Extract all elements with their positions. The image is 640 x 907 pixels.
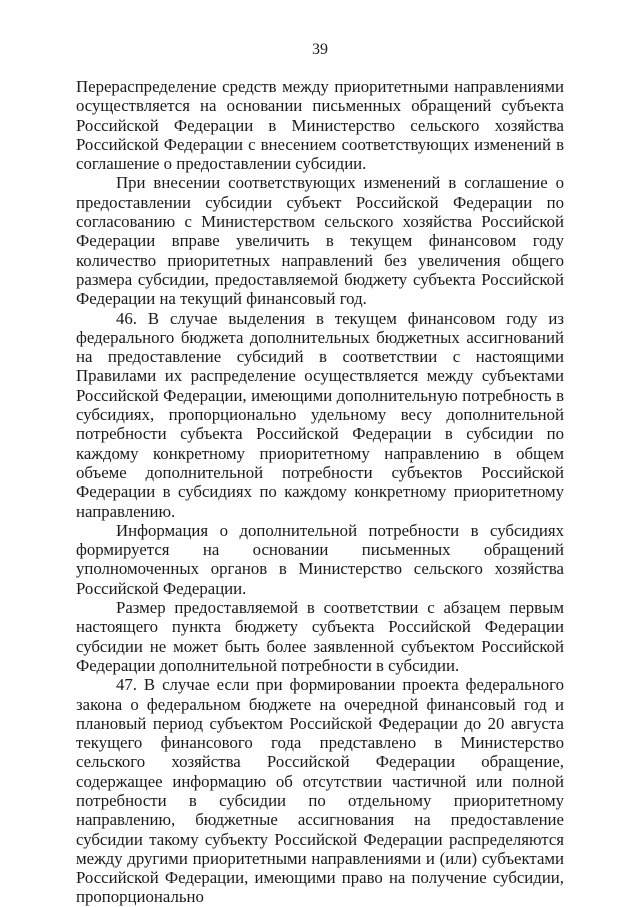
paragraph-item-47: 47. В случае если при формировании проекта федерального закона о федеральном бюджете на очередной финансовый год и плановый период субъектом Российской Федерации до 20 августа текущего финансового года представлено в Министерство сельского хозяйства Российской Федерации обращение, содержащее информацию об отсутствии частичной или полной потребности в субсидии по отдельному приоритетному направлению, бюджетные ассигнования на предоставление субсидии такому субъекту Российской Федерации распределяются между другими приоритетными направлениями и (или) субъектами Российской Федерации, имеющими право на получение субсидии, пропорционально [76,675,564,907]
page-number: 39 [312,41,328,58]
paragraph-subsidy-size: Размер предоставляемой в соответствии с абзацем первым настоящего пункта бюджету субъекта Российской Федерации субсидии не может быть более заявленной субъектом Российской Федерации дополнительной потребности в субсидии. [76,598,564,675]
paragraph-item-46: 46. В случае выделения в текущем финансовом году из федерального бюджета дополнительных бюджетных ассигнований на предоставление субсидий в соответствии с настоящими Правилами их распределение осуществляется между субъектами Российской Федерации, имеющими дополнительную потребность в субсидиях, пропорционально удельному весу дополнительной потребности субъекта Российской Федерации в субсидии по каждому конкретному приоритетному направлению в общем объеме дополнительной потребности субъектов Российской Федерации в субсидиях по каждому конкретному приоритетному направлению. [76,308,564,521]
paragraph-additional-need-info: Информация о дополнительной потребности в субсидиях формируется на основании письменных обращений уполномоченных органов в Министерство сельского хозяйства Российской Федерации. [76,520,564,598]
paragraph-redistribution: Перераспределение средств между приоритетными направлениями осуществляется на основании письменных обращений субъекта Российской Федерации в Министерство сельского хозяйства Российской Федерации с внесением соответствующих изменений в соглашение о предоставлении субсидии. [76,77,564,174]
document-body [76,77,564,907]
paragraph-amendment: При внесении соответствующих изменений в соглашение о предоставлении субсидии субъект Российской Федерации по согласованию с Министерством сельского хозяйства Российской Федерации вправе увеличить в текущем финансовом году количество приоритетных направлений без увеличения общего размера субсидии, предоставляемой бюджету субъекта Российской Федерации на текущий финансовый год. [76,173,564,309]
